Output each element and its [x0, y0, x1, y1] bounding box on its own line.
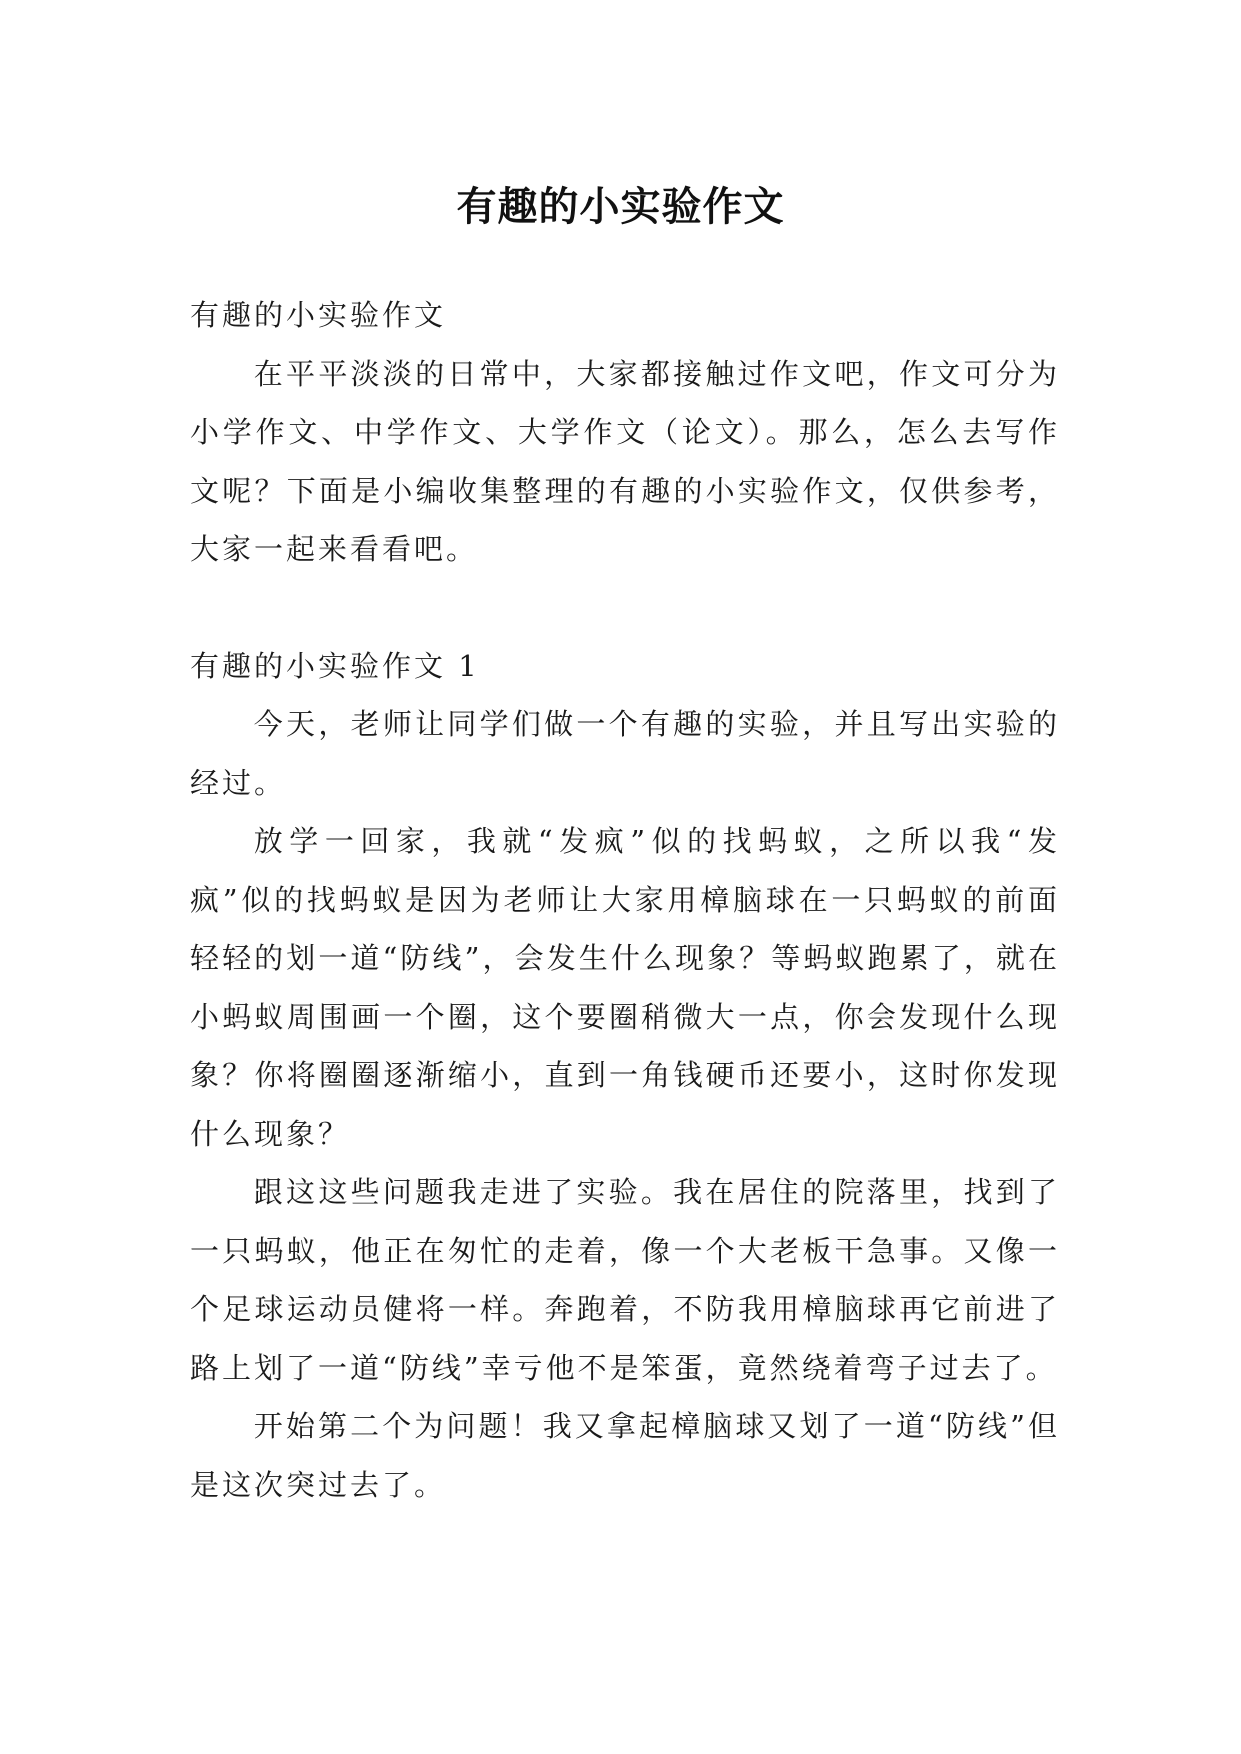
section-1-paragraph-3: 跟这这些问题我走进了实验。我在居住的院落里，找到了一只蚂蚁，他正在匆忙的走着，像一个大老板干急事。又像一个足球运动员健将一样。奔跑着，不防我用樟脑球再它前进了路上划了一道“防线”幸亏他不是笨蛋，竟然绕着弯子过去了。 [190, 1175, 1060, 1385]
section-spacer [190, 579, 1060, 637]
section-1-paragraph-4: 开始第二个为问题！我又拿起樟脑球又划了一道“防线”但是这次突过去了。 [190, 1409, 1060, 1502]
section-1-paragraph-1: 今天，老师让同学们做一个有趣的实验，并且写出实验的经过。 [190, 707, 1060, 800]
intro-paragraph: 在平平淡淡的日常中，大家都接触过作文吧，作文可分为小学作文、中学作文、大学作文（论文）。那么，怎么去写作文呢？下面是小编收集整理的有趣的小实验作文，仅供参考，大家一起来看看吧。 [190, 356, 1060, 566]
section-1-paragraph-2: 放学一回家，我就“发疯”似的找蚂蚁，之所以我“发疯”似的找蚂蚁是因为老师让大家用樟脑球在一只蚂蚁的前面轻轻的划一道“防线”，会发生什么现象？等蚂蚁跑累了，就在小蚂蚁周围画一个圈，这个要圈稍微大一点，你会发现什么现象？你将圈圈逐渐缩小，直到一角钱硬币还要小，这时你发现什么现象？ [190, 824, 1060, 1151]
document-body [190, 286, 1060, 1514]
intro-heading: 有趣的小实验作文 [190, 298, 447, 332]
section-1-heading: 有趣的小实验作文 1 [190, 648, 480, 683]
document-title: 有趣的小实验作文 [456, 182, 785, 230]
